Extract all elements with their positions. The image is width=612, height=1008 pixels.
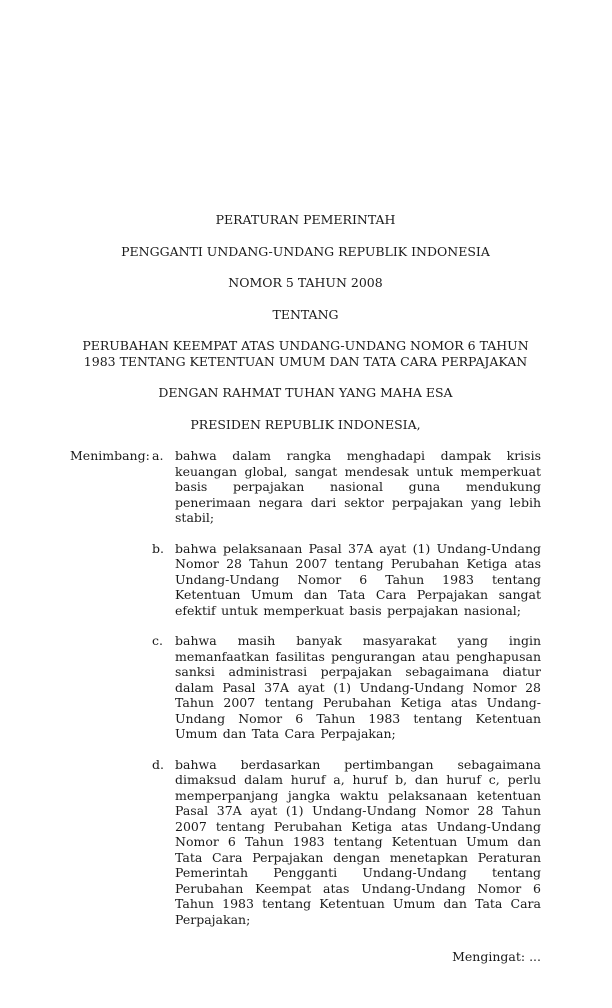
consideration-list	[152, 448, 541, 927]
document-heading	[70, 212, 541, 432]
consideration-letter: d.	[152, 756, 164, 772]
heading-line-country: PENGGANTI UNDANG-UNDANG REPUBLIK INDONESIA	[121, 243, 490, 259]
heading-line-president: PRESIDEN REPUBLIK INDONESIA,	[190, 416, 421, 432]
heading-line-invocation: DENGAN RAHMAT TUHAN YANG MAHA ESA	[158, 385, 453, 400]
heading-line-subject: PERUBAHAN KEEMPAT ATAS UNDANG-UNDANG NOMOR 6 TAHUN 1983 TENTANG KETENTUAN UMUM DAN TATA CARA PERPAJAKAN	[82, 338, 529, 369]
heading-line-tentang: TENTANG	[272, 306, 339, 322]
consideration-text: bahwa berdasarkan pertimbangan sebagaimana dimaksud dalam huruf a, huruf b, dan huruf c, perlu memperpanjang jangka waktu pelaksanaan ketentuan Pasal 37A ayat (1) Undang-Undang Nomor 28 Tahun 2007 tentang Perubahan Ketiga atas Undang-Undang Nomor 6 Tahun 1983 tentang Ketentuan Umum dan Tata Cara Perpajakan dengan menetapkan Peraturan Pemerintah Pengganti Undang-Undang tentang Perubahan Keempat atas Undang-Undang Nomor 6 Tahun 1983 tentang Ketentuan Umum dan Tata Cara Perpajakan;	[175, 756, 541, 927]
consideration-text: bahwa dalam rangka menghadapi dampak krisis keuangan global, sangat mendesak untuk memperkuat basis perpajakan nasional guna mendukung penerimaan negara dari sektor perpajakan yang lebih stabil;	[175, 448, 541, 525]
consideration-text: bahwa pelaksanaan Pasal 37A ayat (1) Undang-Undang Nomor 28 Tahun 2007 tentang Perubahan Ketiga atas Undang-Undang Nomor 6 Tahun 1983 tentang Ketentuan Umum dan Tata Cara Perpajakan sangat efektif untuk memperkuat basis perpajakan nasional;	[175, 540, 541, 618]
menimbang-label: Menimbang:	[70, 448, 150, 463]
heading-line-regulation-type: PERATURAN PEMERINTAH	[215, 212, 396, 227]
consideration-item-d	[152, 757, 541, 928]
consideration-item-c	[152, 633, 541, 742]
heading-line-number-year: NOMOR 5 TAHUN 2008	[228, 275, 383, 290]
preamble-section	[0, 448, 612, 927]
consideration-item-b	[152, 541, 541, 619]
consideration-letter: a.	[152, 448, 164, 463]
catchword-mengingat: Mengingat: ...	[452, 949, 541, 964]
consideration-letter: b.	[152, 540, 164, 556]
consideration-letter: c.	[152, 633, 163, 648]
consideration-text: bahwa masih banyak masyarakat yang ingin memanfaatkan fasilitas pengurangan atau penghapusan sanksi administrasi perpajakan sebagaimana diatur dalam Pasal 37A ayat (1) Undang-Undang Nomor 28 Tahun 2007 tentang Perubahan Ketiga atas Undang-Undang Nomor 6 Tahun 1983 tentang Ketentuan Umum dan Tata Cara Perpajakan;	[175, 633, 541, 741]
consideration-item-a	[152, 448, 541, 526]
